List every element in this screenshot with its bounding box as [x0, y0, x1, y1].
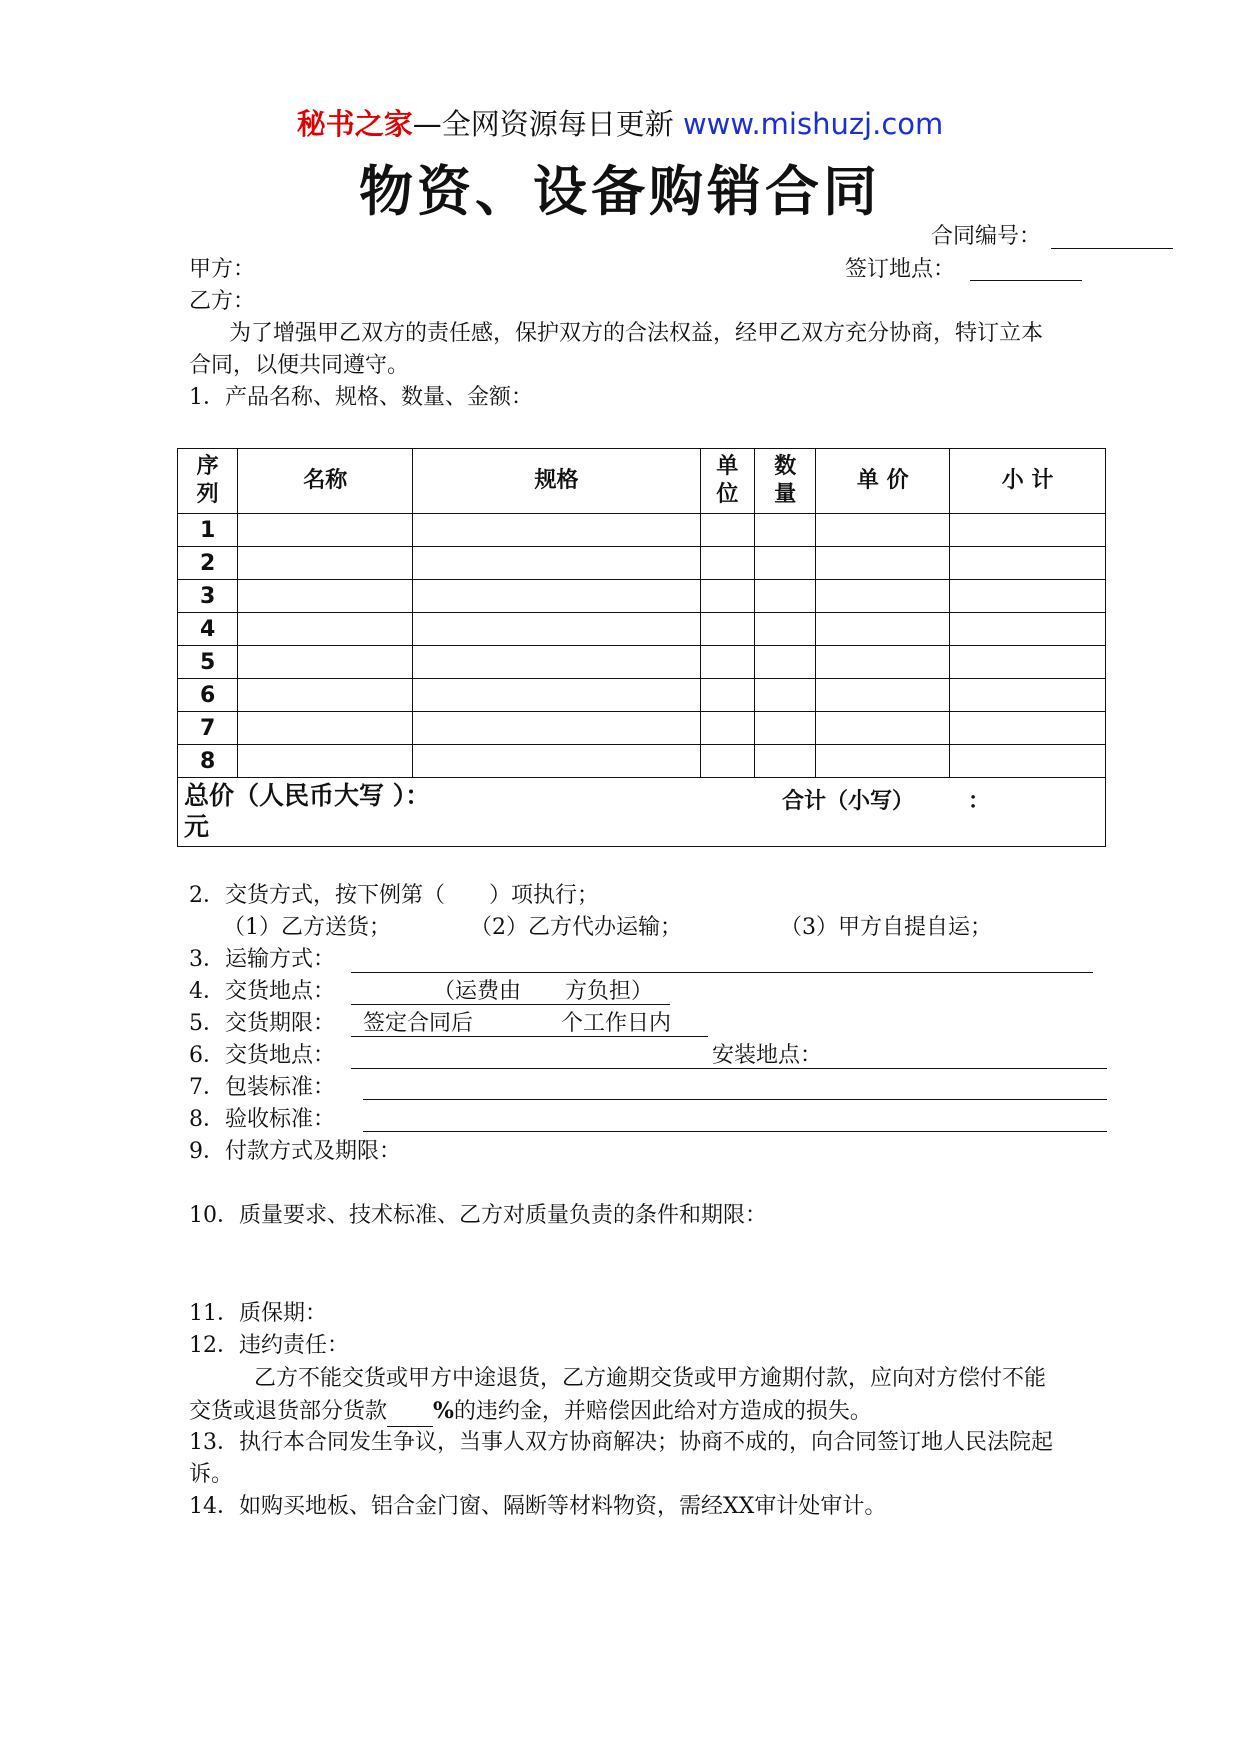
cell-qty[interactable] [755, 679, 816, 712]
cell-spec[interactable] [413, 745, 701, 778]
cell-subtotal[interactable] [950, 712, 1106, 745]
row-index: 7 [178, 712, 238, 745]
cell-subtotal[interactable] [950, 679, 1106, 712]
cell-price[interactable] [816, 646, 950, 679]
delivery-place-field[interactable] [351, 1004, 670, 1005]
row-index: 4 [178, 613, 238, 646]
site-banner [0, 104, 1240, 144]
col-header-qty: 数 量 [755, 449, 816, 514]
cell-unit[interactable] [700, 745, 754, 778]
cell-spec[interactable] [413, 613, 701, 646]
cell-name[interactable] [238, 745, 413, 778]
cell-unit[interactable] [700, 547, 754, 580]
col-header-unit: 单 位 [700, 449, 754, 514]
delivery-deadline-text: 签定合同后 个工作日内 [363, 1011, 672, 1036]
col-header-subtotal: 小 计 [950, 449, 1106, 514]
cell-name[interactable] [238, 514, 413, 547]
cell-qty[interactable] [755, 646, 816, 679]
section-12-text-1: 乙方不能交货或甲方中途退货，乙方逾期交货或甲方逾期付款，应向对方偿付不能 [254, 1366, 1047, 1391]
cell-spec[interactable] [413, 679, 701, 712]
cell-spec[interactable] [413, 547, 701, 580]
row-index: 3 [178, 580, 238, 613]
cell-name[interactable] [238, 646, 413, 679]
col-header-spec: 规格 [413, 449, 701, 514]
cell-qty[interactable] [755, 514, 816, 547]
cell-subtotal[interactable] [950, 646, 1106, 679]
cell-qty[interactable] [755, 613, 816, 646]
total-unit-label: 元 [184, 812, 210, 841]
cell-name[interactable] [238, 547, 413, 580]
section-13-text-1: 13．执行本合同发生争议，当事人双方协商解决；协商不成的，向合同签订地人民法院起 [189, 1430, 1053, 1455]
cell-price[interactable] [816, 580, 950, 613]
section-10-label: 10．质量要求、技术标准、乙方对质量负责的条件和期限： [189, 1203, 767, 1228]
section-14-text: 14．如购买地板、铝合金门窗、隔断等材料物资，需经XX审计处审计。 [189, 1494, 887, 1519]
section-2-heading: 2．交货方式，按下例第（ ）项执行； [189, 883, 599, 908]
col-header-name: 名称 [238, 449, 413, 514]
total-price-label: 总价（人民币大写 ）： [184, 781, 431, 810]
section-12-text-2: 交货或退货部分货款 %的违约金，并赔偿因此给对方造成的损失。 [189, 1396, 872, 1427]
row-index: 2 [178, 547, 238, 580]
section-5-label: 5．交货期限： [189, 1011, 335, 1036]
site-url-link[interactable]: www.mishuzj.com [682, 107, 944, 141]
cell-spec[interactable] [413, 580, 701, 613]
sum-small-colon: ： [968, 789, 991, 814]
contract-number-field[interactable] [1051, 248, 1173, 249]
cell-name[interactable] [238, 712, 413, 745]
penalty-percent-field[interactable] [387, 1404, 433, 1427]
cell-unit[interactable] [700, 646, 754, 679]
cell-qty[interactable] [755, 745, 816, 778]
product-table [177, 448, 1106, 847]
col-header-price: 单 价 [816, 449, 950, 514]
party-a-label: 甲方： [189, 257, 256, 282]
cell-subtotal[interactable] [950, 745, 1106, 778]
freight-burden-text: （运费由 方负担） [433, 979, 654, 1004]
cell-unit[interactable] [700, 613, 754, 646]
delivery-deadline-field[interactable] [351, 1036, 708, 1037]
section-4-label: 4．交货地点： [189, 979, 335, 1004]
sign-place-field[interactable] [970, 280, 1082, 281]
cell-name[interactable] [238, 613, 413, 646]
table-row [178, 712, 1106, 745]
table-row [178, 547, 1106, 580]
table-row [178, 580, 1106, 613]
cell-price[interactable] [816, 679, 950, 712]
document-title: 物资、设备购销合同 [359, 160, 881, 223]
row-index: 1 [178, 514, 238, 547]
packing-standard-field[interactable] [363, 1099, 1107, 1100]
section-7-label: 7．包装标准： [189, 1075, 335, 1100]
delivery-install-field[interactable] [351, 1068, 1107, 1069]
cell-subtotal[interactable] [950, 514, 1106, 547]
section-11-label: 11．质保期： [189, 1301, 327, 1326]
section-3-label: 3．运输方式： [189, 947, 335, 972]
contract-number-label: 合同编号： [931, 224, 1042, 249]
cell-unit[interactable] [700, 580, 754, 613]
cell-price[interactable] [816, 613, 950, 646]
intro-line-2: 合同，以便共同遵守。 [189, 353, 410, 378]
cell-name[interactable] [238, 580, 413, 613]
cell-qty[interactable] [755, 547, 816, 580]
cell-subtotal[interactable] [950, 547, 1106, 580]
total-row [178, 778, 1106, 847]
cell-price[interactable] [816, 547, 950, 580]
cell-qty[interactable] [755, 580, 816, 613]
cell-name[interactable] [238, 679, 413, 712]
table-row [178, 514, 1106, 547]
table-row [178, 679, 1106, 712]
cell-price[interactable] [816, 712, 950, 745]
cell-price[interactable] [816, 514, 950, 547]
cell-subtotal[interactable] [950, 613, 1106, 646]
sum-small-label: 合计（小写） [782, 789, 915, 814]
acceptance-standard-field[interactable] [363, 1131, 1107, 1132]
cell-price[interactable] [816, 745, 950, 778]
transport-method-field[interactable] [351, 972, 1093, 973]
table-row [178, 745, 1106, 778]
site-brand: 秘书之家 [296, 107, 413, 141]
total-cell[interactable] [178, 778, 1106, 847]
intro-line-1: 为了增强甲乙双方的责任感，保护双方的合法权益，经甲乙双方充分协商，特订立本 [229, 321, 1044, 346]
delivery-option-1: （1）乙方送货； [223, 915, 391, 940]
cell-qty[interactable] [755, 712, 816, 745]
cell-spec[interactable] [413, 514, 701, 547]
cell-spec[interactable] [413, 712, 701, 745]
section-8-label: 8．验收标准： [189, 1107, 335, 1132]
row-index: 8 [178, 745, 238, 778]
col-header-seq: 序 列 [178, 449, 238, 514]
section-6-label: 6．交货地点： [189, 1043, 335, 1068]
party-b-label: 乙方： [189, 289, 256, 314]
table-row [178, 613, 1106, 646]
table-row [178, 646, 1106, 679]
cell-unit[interactable] [700, 514, 754, 547]
row-index: 5 [178, 646, 238, 679]
cell-unit[interactable] [700, 712, 754, 745]
section-9-label: 9．付款方式及期限： [189, 1139, 401, 1164]
section-12-label: 12．违约责任： [189, 1333, 349, 1358]
delivery-option-2: （2）乙方代办运输； [470, 915, 682, 940]
cell-unit[interactable] [700, 679, 754, 712]
cell-subtotal[interactable] [950, 580, 1106, 613]
install-place-label: 安装地点： [712, 1043, 823, 1068]
section-13-text-2: 诉。 [189, 1462, 234, 1487]
site-tagline: —全网资源每日更新 [412, 107, 674, 141]
section-1-heading: 1．产品名称、规格、数量、金额： [189, 385, 533, 410]
row-index: 6 [178, 679, 238, 712]
cell-spec[interactable] [413, 646, 701, 679]
table-header-row [178, 449, 1106, 514]
delivery-option-3: （3）甲方自提自运； [780, 915, 992, 940]
sign-place-label: 签订地点： [845, 257, 956, 282]
